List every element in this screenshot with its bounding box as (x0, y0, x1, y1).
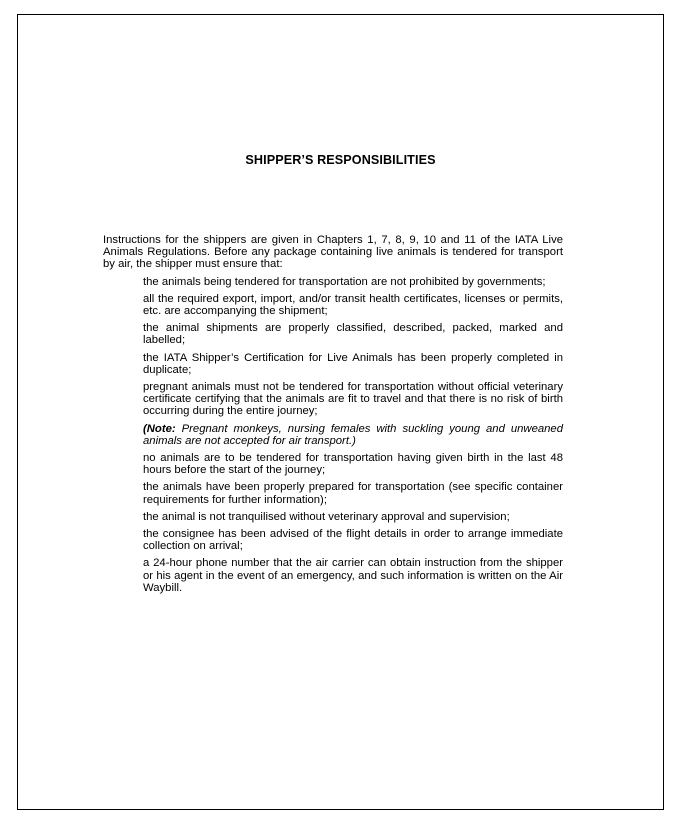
intro-paragraph: Instructions for the shippers are given in Chapters 1, 7, 8, 9, 10 and 11 of the IATA Live Animals Regulations. Before any package containing live animals is tendered for transport by air, the shipper must ensure that: (103, 234, 563, 271)
list-item: a 24-hour phone number that the air carrier can obtain instruction from the shipper or his agent in the event of an emergency, and such information is written on the Air Waybill. (143, 557, 563, 594)
list-item: the animal shipments are properly classified, described, packed, marked and labelled; (143, 322, 563, 347)
list-item: the animals have been properly prepared for transportation (see specific container requirements for further information); (143, 481, 563, 506)
page-title: SHIPPER’S RESPONSIBILITIES (245, 153, 436, 167)
list-item: the animals being tendered for transportation are not prohibited by governments; (143, 275, 546, 288)
note-text: Pregnant monkeys, nursing females with suckling young and unweaned animals are not accepted for air transport.) (143, 422, 563, 447)
responsibility-list (103, 276, 563, 594)
list-item: the animal is not tranquilised without veterinary approval and supervision; (143, 510, 510, 523)
list-item: the IATA Shipper’s Certification for Live Animals has been properly completed in duplicate; (143, 351, 563, 376)
list-item: the consignee has been advised of the flight details in order to arrange immediate collection on arrival; (143, 528, 563, 553)
list-item: no animals are to be tendered for transportation having given birth in the last 48 hours before the start of the journey; (143, 452, 563, 477)
document-body (103, 234, 563, 599)
note-item (143, 423, 563, 447)
note-label: (Note: (143, 422, 176, 435)
page-frame (17, 14, 664, 810)
list-item: pregnant animals must not be tendered for transportation without official veterinary certificate certifying that the animals are fit to travel and that there is no risk of birth occurring during the entire journey; (143, 381, 563, 418)
list-item: all the required export, import, and/or transit health certificates, licenses or permits, etc. are accompanying the shipment; (143, 292, 563, 318)
